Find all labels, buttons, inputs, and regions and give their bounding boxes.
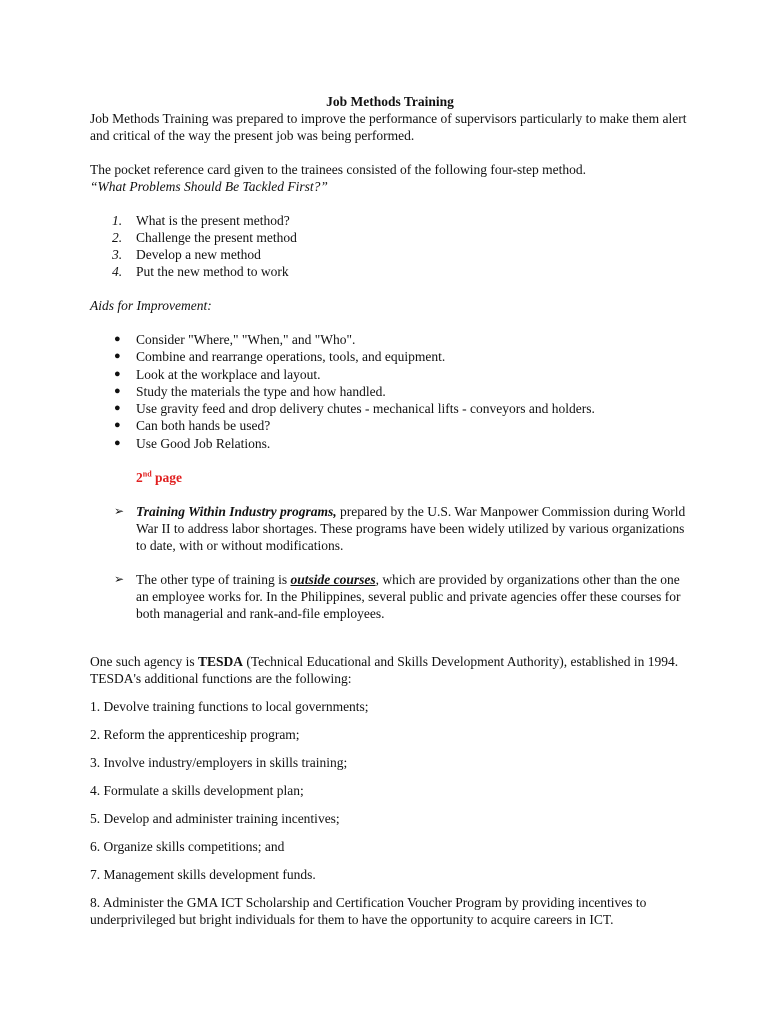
step-number: 4. xyxy=(112,264,123,279)
bullet-icon: ● xyxy=(114,367,121,380)
bullet-icon: ● xyxy=(114,419,121,432)
tesda-functions-list xyxy=(90,698,690,928)
bullet-icon: ● xyxy=(114,384,121,397)
list-item: ● Look at the workplace and layout. xyxy=(114,366,321,382)
list-item: ● Use Good Job Relations. xyxy=(114,435,271,451)
step-text: What is the present method? xyxy=(136,213,290,228)
aids-list xyxy=(90,331,690,452)
list-item: ● Can both hands be used? xyxy=(114,418,271,434)
list-item: ● Consider "Where," "When," and "Who". xyxy=(114,332,356,347)
list-item: 6. Organize skills competitions; and xyxy=(90,839,285,855)
intro-paragraph: Job Methods Training was prepared to improve the performance of supervisors particularly to make them alert and critical of the way the present job was being performed. xyxy=(90,111,687,143)
list-item: 1. Devolve training functions to local governments; xyxy=(90,699,369,715)
second-page-marker: 2nd page xyxy=(136,469,183,486)
bullet-icon: ● xyxy=(114,402,121,415)
tesda-paragraph: One such agency is TESDA (Technical Educational and Skills Development Authority), established in 1994. TESDA's additional functions are the following: xyxy=(90,654,679,687)
list-item: ● Use gravity feed and drop delivery chutes - mechanical lifts - conveyors and holders. xyxy=(114,401,595,417)
step-number: 1. xyxy=(112,213,123,228)
four-step-list xyxy=(90,212,690,280)
step-text: Challenge the present method xyxy=(136,230,297,245)
bullet-icon: ● xyxy=(114,333,121,345)
list-item: ● Combine and rearrange operations, tools, and equipment. xyxy=(114,349,446,365)
list-item xyxy=(90,212,690,229)
aids-heading: Aids for Improvement: xyxy=(90,298,212,313)
list-item xyxy=(90,263,690,280)
list-item xyxy=(90,246,690,263)
outside-courses-item: ➢ The other type of training is outside courses, which are provided by organizations other than the one an employee works for. In the Philippines, several public and private agencies offer these courses for both managerial and rank-and-file employees. xyxy=(114,572,681,622)
list-item: 4. Formulate a skills development plan; xyxy=(90,783,304,799)
list-item: 7. Management skills development funds. xyxy=(90,867,316,883)
list-item: 2. Reform the apprenticeship program; xyxy=(90,727,300,743)
document-body xyxy=(90,93,690,939)
arrow-bullet-icon: ➢ xyxy=(114,572,125,587)
bullet-icon: ● xyxy=(114,436,121,449)
list-item: 8. Administer the GMA ICT Scholarship and Certification Voucher Program by providing incentives to underprivileged but bright individuals for them to have the opportunity to acquire careers in ICT. xyxy=(90,895,647,928)
pocket-card-paragraph: The pocket reference card given to the trainees consisted of the following four-step method. xyxy=(90,162,587,177)
step-text: Put the new method to work xyxy=(136,264,289,279)
step-number: 2. xyxy=(112,230,123,245)
step-text: Develop a new method xyxy=(136,247,261,262)
list-item xyxy=(90,229,690,246)
twi-item: ➢ Training Within Industry programs, prepared by the U.S. War Manpower Commission during World War II to address labor shortages. These programs have been widely utilized by various organizations to date, with or without modifications. xyxy=(114,504,686,554)
page-title: Job Methods Training xyxy=(326,94,454,109)
list-item: 3. Involve industry/employers in skills training; xyxy=(90,755,348,771)
step-number: 3. xyxy=(112,247,123,262)
list-item: 5. Develop and administer training incentives; xyxy=(90,811,340,827)
arrow-bullet-icon: ➢ xyxy=(114,504,125,519)
question-line: “What Problems Should Be Tackled First?” xyxy=(90,179,328,194)
list-item: ● Study the materials the type and how handled. xyxy=(114,383,386,399)
bullet-icon: ● xyxy=(114,350,121,363)
